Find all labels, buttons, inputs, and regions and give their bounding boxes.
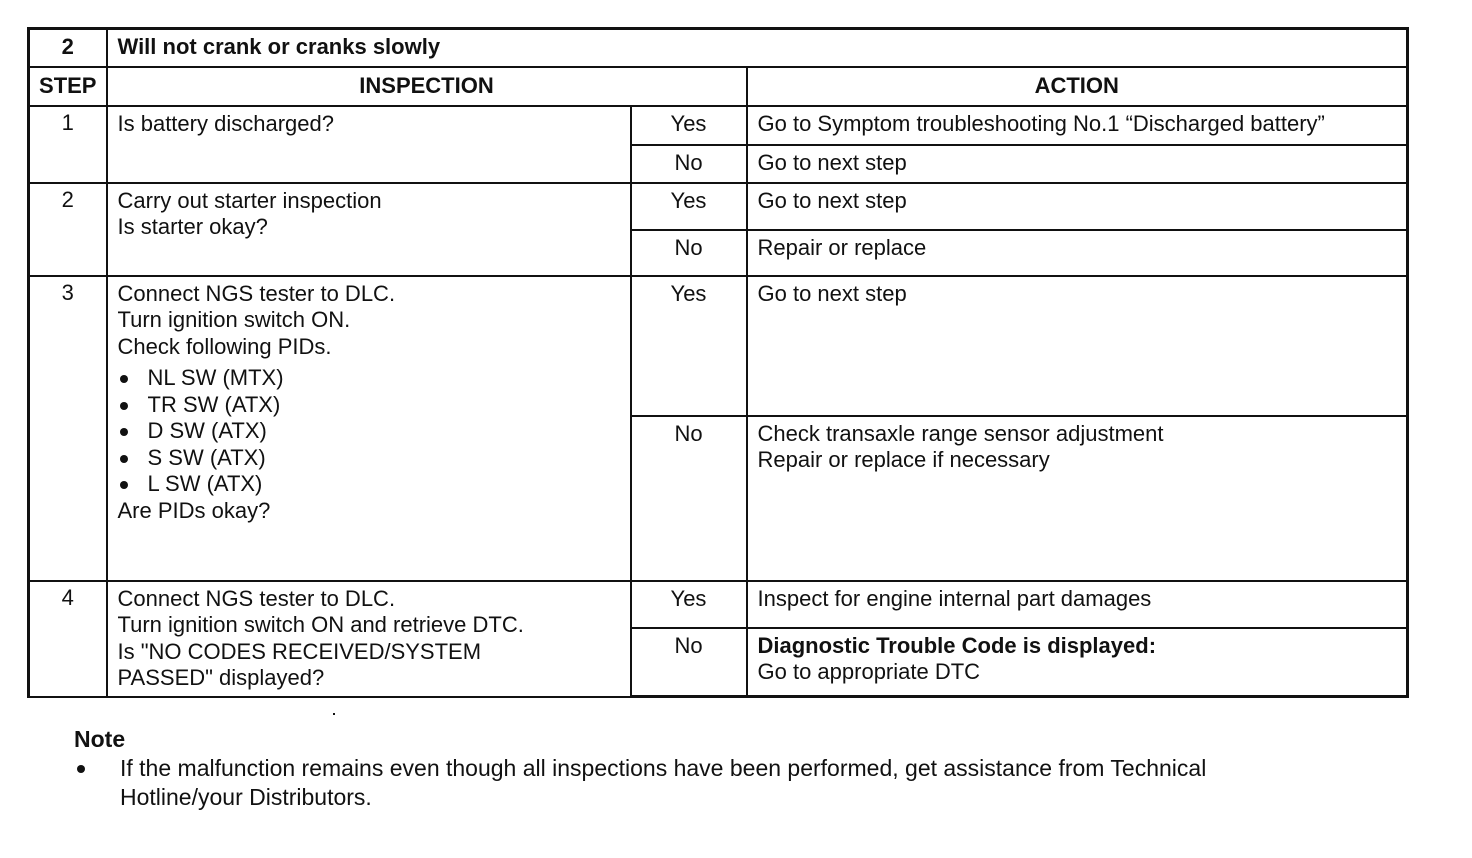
note-item [74,754,1414,812]
action-cell [747,416,1408,581]
action-cell [747,230,1408,276]
inspection-cell [107,106,631,183]
yes-label: Yes [631,183,747,230]
table-row [29,183,1408,230]
action-line: Go to next step [757,187,907,213]
step-number: 4 [29,581,107,697]
bullet-icon [120,375,128,383]
action-cell [747,183,1408,230]
inspection-line: PASSED" displayed? [117,665,325,690]
action-line: Go to Symptom troubleshooting No.1 “Discharged battery” [757,110,1325,136]
action-line-bold: Diagnostic Trouble Code is displayed: [757,632,1157,658]
step-number: 1 [29,106,107,183]
table-row [29,106,1408,145]
inspection-cell [107,276,631,581]
bullet-icon [120,402,128,410]
action-line: Repair or replace if necessary [757,447,1050,472]
inspection-line: Connect NGS tester to DLC. [117,280,396,306]
pid-label: TR SW (ATX) [147,391,281,417]
list-item [118,471,630,498]
bullet-icon [77,765,85,773]
scan-speck [333,713,335,715]
pid-label: S SW (ATX) [147,444,266,470]
bullet-icon [120,455,128,463]
inspection-line: Check following PIDs. [117,333,332,359]
inspection-cell [107,581,631,697]
list-item [118,392,630,419]
list-item [118,445,630,472]
pid-label: NL SW (MTX) [147,365,284,390]
action-line: Repair or replace [757,234,927,260]
inspection-line: Carry out starter inspection [117,187,382,213]
pid-label: D SW (ATX) [147,418,267,443]
action-cell [747,628,1408,697]
step-number: 2 [29,183,107,276]
header-row [29,67,1408,106]
note-line: Hotline/your Distributors. [120,784,372,810]
no-label: No [631,230,747,276]
action-cell [747,106,1408,145]
action-cell [747,581,1408,628]
note-section [74,724,1414,812]
table-row [29,276,1408,416]
action-line: Check transaxle range sensor adjustment [757,420,1164,446]
action-line: Inspect for engine internal part damages [757,585,1152,611]
troubleshooting-table [27,27,1409,698]
inspection-line: Are PIDs okay? [117,497,271,523]
action-line: Go to next step [757,280,907,306]
title-row [29,29,1408,67]
action-cell [747,276,1408,416]
troubleshooting-title: Will not crank or cranks slowly [107,29,1408,67]
inspection-line: Connect NGS tester to DLC. [117,585,396,611]
inspection-line: Is "NO CODES RECEIVED/SYSTEM [117,638,482,664]
yes-label: Yes [631,106,747,145]
step-number: 3 [29,276,107,581]
inspection-line: Is starter okay? [117,214,268,239]
pid-label: L SW (ATX) [147,471,263,496]
inspection-cell [107,183,631,276]
yes-label: Yes [631,276,747,416]
header-inspection: INSPECTION [107,67,747,106]
bullet-icon [120,428,128,436]
bullet-icon [120,481,128,489]
action-line: Go to appropriate DTC [757,659,981,684]
inspection-line: Is battery discharged? [117,110,334,136]
pid-list [118,365,630,498]
troubleshooting-code: 2 [29,29,107,67]
action-cell [747,145,1408,183]
inspection-line: Turn ignition switch ON. [117,307,351,332]
header-step: STEP [29,67,107,106]
header-action: ACTION [747,67,1408,106]
inspection-line: Turn ignition switch ON and retrieve DTC. [117,612,524,637]
yes-label: Yes [631,581,747,628]
list-item [118,365,630,392]
no-label: No [631,416,747,581]
action-line: Go to next step [757,149,907,175]
list-item [118,418,630,445]
note-line: If the malfunction remains even though all inspections have been performed, get assistance from Technical [120,755,1207,781]
table-row [29,581,1408,628]
note-title: Note [74,726,126,752]
no-label: No [631,628,747,697]
no-label: No [631,145,747,183]
